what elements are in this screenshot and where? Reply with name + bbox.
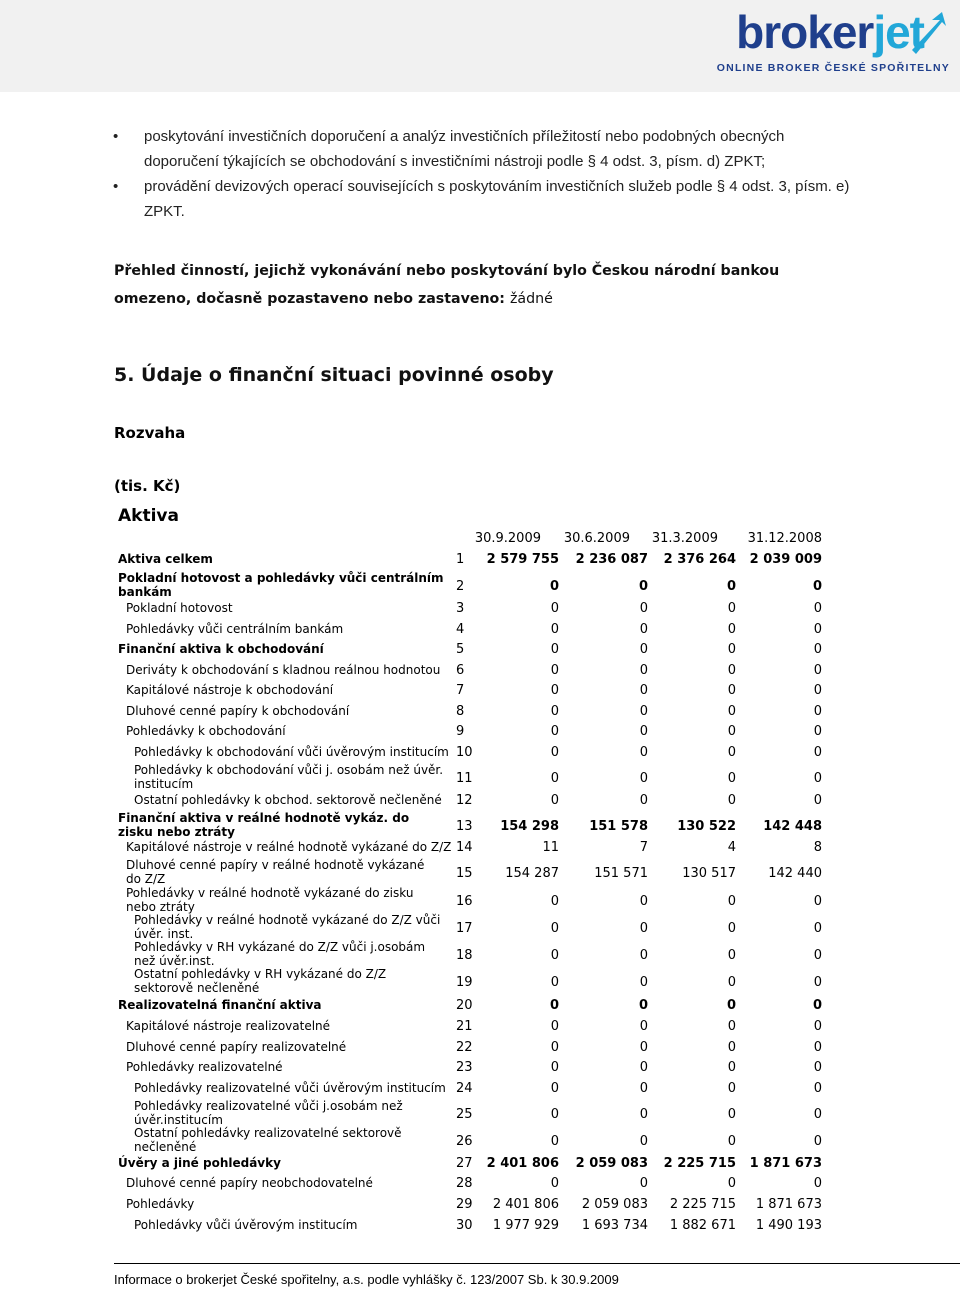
bullet-text: poskytování investičních doporučení a analýz investičních příležitostí nebo podobných obecných doporučení týkajících se obchodování s investičními nástroji podle § 4 odst. 3, písm. d) ZPKT; (144, 128, 785, 170)
row-value: 4 (727, 840, 736, 855)
row-value: 0 (813, 948, 822, 963)
row-value: 0 (727, 1176, 736, 1191)
overview-text: Přehled činností, jejichž vykonávání nebo poskytování bylo Českou národní bankou omezeno, dočasně pozastaveno nebo zastaveno: (114, 263, 780, 307)
row-value: 0 (727, 601, 736, 616)
row-label: Úvěry a jiné pohledávky (118, 1156, 281, 1170)
row-value: 2 401 806 (486, 1156, 559, 1171)
row-value: 0 (550, 771, 559, 786)
row-number: 29 (456, 1197, 473, 1212)
row-label: Pohledávky k obchodování vůči úvěrovým institucím (134, 745, 449, 759)
row-value: 0 (550, 1040, 559, 1055)
row-value: 0 (727, 1107, 736, 1122)
row-value: 0 (639, 704, 648, 719)
row-value: 0 (812, 998, 822, 1013)
row-value: 0 (727, 894, 736, 909)
row-label: Pohledávky realizovatelné vůči j.osobám než úvěr.institucím (134, 1099, 403, 1127)
row-number: 26 (456, 1134, 473, 1149)
row-label: Finanční aktiva k obchodování (118, 642, 324, 656)
row-value: 0 (813, 601, 822, 616)
row-value: 0 (639, 745, 648, 760)
row-value: 0 (639, 724, 648, 739)
bullet-text: provádění devizových operací souvisejících s poskytováním investičních služeb podle § 4 odst. 3, písm. e) ZPKT. (144, 178, 850, 220)
row-label: Pohledávky realizovatelné (126, 1060, 283, 1074)
row-value: 151 571 (594, 866, 648, 881)
row-value: 0 (813, 1060, 822, 1075)
row-value: 2 039 009 (749, 552, 822, 567)
row-number: 27 (456, 1156, 473, 1171)
row-number: 14 (456, 840, 473, 855)
row-number: 10 (456, 745, 473, 760)
row-label: Pokladní hotovost a pohledávky vůči centrálním bankám (118, 571, 444, 599)
row-value: 0 (549, 579, 559, 594)
row-label: Pohledávky realizovatelné vůči úvěrovým institucím (134, 1081, 446, 1095)
row-label: Finanční aktiva v reálné hodnotě vykáz. do zisku nebo ztráty (118, 811, 410, 839)
row-value: 0 (813, 1134, 822, 1149)
row-value: 0 (727, 921, 736, 936)
row-label: Pokladní hotovost (126, 601, 233, 615)
row-value: 7 (639, 840, 648, 855)
row-number: 24 (456, 1081, 473, 1096)
column-header: 31.12.2008 (747, 531, 822, 546)
row-number: 12 (456, 793, 473, 808)
bullet-dot-icon: • (113, 178, 119, 195)
row-value: 2 059 083 (581, 1197, 648, 1212)
row-number: 17 (456, 921, 473, 936)
row-value: 1 871 673 (755, 1197, 822, 1212)
row-label: Pohledávky v reálné hodnotě vykázané do Z/Z vůči úvěr. inst. (134, 913, 441, 941)
row-number: 4 (456, 622, 465, 637)
row-value: 0 (639, 683, 648, 698)
row-value: 0 (639, 948, 648, 963)
row-label: Ostatní pohledávky realizovatelné sektorově nečleněné (134, 1126, 402, 1154)
row-value: 0 (550, 601, 559, 616)
row-value: 151 578 (589, 819, 648, 834)
row-label: Aktiva celkem (118, 552, 213, 566)
row-value: 0 (727, 1019, 736, 1034)
row-label: Pohledávky vůči centrálním bankám (126, 622, 344, 636)
row-number: 1 (456, 552, 465, 567)
row-value: 0 (813, 724, 822, 739)
row-number: 9 (456, 724, 465, 739)
bullet-list (113, 124, 853, 224)
row-label: Ostatní pohledávky k obchod. sektorově nečleněné (134, 793, 442, 807)
row-value: 0 (726, 998, 736, 1013)
row-value: 0 (550, 1134, 559, 1149)
row-value: 0 (727, 1040, 736, 1055)
row-label: Pohledávky vůči úvěrovým institucím (134, 1218, 358, 1232)
row-value: 0 (550, 894, 559, 909)
row-value: 2 225 715 (663, 1156, 736, 1171)
row-value: 2 401 806 (492, 1197, 559, 1212)
row-value: 0 (550, 793, 559, 808)
row-value: 0 (550, 1176, 559, 1191)
row-value: 0 (813, 793, 822, 808)
row-number: 18 (456, 948, 473, 963)
row-label: Dluhové cenné papíry v reálné hodnotě vykázané do Z/Z (126, 858, 425, 886)
row-value: 0 (813, 642, 822, 657)
row-value: 0 (639, 921, 648, 936)
bullet-item (113, 124, 853, 174)
row-label: Dluhové cenné papíry k obchodování (126, 704, 350, 718)
column-header: 31.3.2009 (651, 531, 718, 546)
row-label: Ostatní pohledávky v RH vykázané do Z/Z sektorově nečleněné (134, 967, 387, 995)
row-label: Kapitálové nástroje v reálné hodnotě vykázané do Z/Z (126, 840, 452, 854)
row-value: 2 579 755 (486, 552, 559, 567)
row-value: 0 (550, 724, 559, 739)
balance-sheet-title: Rozvaha (114, 424, 186, 442)
row-value: 8 (813, 840, 822, 855)
row-value: 1 882 671 (669, 1218, 736, 1233)
row-label: Kapitálové nástroje realizovatelné (126, 1019, 331, 1033)
row-value: 0 (639, 1060, 648, 1075)
row-number: 20 (456, 998, 473, 1013)
row-value: 0 (813, 1081, 822, 1096)
row-value: 0 (639, 771, 648, 786)
brokerjet-logo (706, 6, 950, 80)
row-value: 0 (550, 921, 559, 936)
row-value: 1 871 673 (749, 1156, 822, 1171)
row-value: 0 (639, 1134, 648, 1149)
row-value: 0 (727, 771, 736, 786)
row-value: 0 (550, 948, 559, 963)
row-value: 0 (639, 642, 648, 657)
row-value: 0 (813, 1176, 822, 1191)
row-value: 0 (639, 1040, 648, 1055)
row-label: Pohledávky (126, 1197, 195, 1211)
row-value: 0 (550, 663, 559, 678)
row-value: 1 490 193 (755, 1218, 822, 1233)
row-number: 6 (456, 663, 465, 678)
row-value: 0 (812, 579, 822, 594)
row-value: 154 298 (500, 819, 559, 834)
row-value: 0 (813, 894, 822, 909)
row-value: 142 440 (768, 866, 822, 881)
row-value: 0 (639, 622, 648, 637)
row-value: 0 (727, 1060, 736, 1075)
row-value: 0 (550, 622, 559, 637)
row-value: 0 (726, 579, 736, 594)
overview-value: žádné (509, 291, 553, 307)
row-number: 2 (456, 579, 465, 594)
row-value: 2 376 264 (663, 552, 736, 567)
column-header: 30.9.2009 (474, 531, 541, 546)
row-value: 0 (727, 948, 736, 963)
row-value: 0 (727, 663, 736, 678)
activities-overview (114, 257, 854, 313)
row-value: 0 (813, 771, 822, 786)
row-number: 8 (456, 704, 465, 719)
row-value: 0 (638, 579, 648, 594)
row-number: 22 (456, 1040, 473, 1055)
row-value: 0 (550, 745, 559, 760)
row-value: 0 (727, 745, 736, 760)
section-title: 5. Údaje o finanční situaci povinné osoby (114, 364, 554, 386)
row-value: 0 (639, 601, 648, 616)
row-number: 3 (456, 601, 465, 616)
bullet-dot-icon: • (113, 128, 119, 145)
row-value: 0 (813, 683, 822, 698)
row-value: 142 448 (763, 819, 822, 834)
row-number: 28 (456, 1176, 473, 1191)
row-value: 0 (639, 975, 648, 990)
row-number: 21 (456, 1019, 473, 1034)
row-value: 0 (813, 1019, 822, 1034)
row-number: 25 (456, 1107, 473, 1122)
row-value: 0 (550, 1060, 559, 1075)
row-value: 0 (638, 998, 648, 1013)
row-label: Dluhové cenné papíry realizovatelné (126, 1040, 347, 1054)
row-number: 19 (456, 975, 473, 990)
row-value: 0 (550, 683, 559, 698)
row-value: 0 (550, 1107, 559, 1122)
row-value: 0 (727, 793, 736, 808)
row-value: 0 (639, 1176, 648, 1191)
row-number: 5 (456, 642, 465, 657)
row-label: Pohledávky k obchodování (126, 724, 286, 738)
row-number: 30 (456, 1218, 473, 1233)
row-number: 16 (456, 894, 473, 909)
row-value: 0 (550, 1019, 559, 1034)
row-value: 0 (550, 975, 559, 990)
row-value: 0 (727, 975, 736, 990)
row-value: 2 236 087 (575, 552, 648, 567)
table-title: Aktiva (118, 506, 179, 526)
row-value: 0 (727, 1134, 736, 1149)
row-value: 0 (727, 724, 736, 739)
page-footer: Informace o brokerjet České spořitelny, a.s. podle vyhlášky č. 123/2007 Sb. k 30.9.2009 (114, 1272, 619, 1287)
row-value: 0 (727, 642, 736, 657)
row-value: 11 (542, 840, 559, 855)
row-value: 0 (550, 642, 559, 657)
logo-arrow-icon (910, 10, 950, 56)
row-value: 130 517 (682, 866, 736, 881)
row-value: 130 522 (677, 819, 736, 834)
row-value: 154 287 (505, 866, 559, 881)
row-value: 1 693 734 (581, 1218, 648, 1233)
column-header: 30.6.2009 (563, 531, 630, 546)
row-value: 0 (813, 745, 822, 760)
row-label: Kapitálové nástroje k obchodování (126, 683, 334, 697)
row-label: Pohledávky k obchodování vůči j. osobám než úvěr. institucím (134, 763, 444, 791)
row-label: Pohledávky v RH vykázané do Z/Z vůči j.osobám než úvěr.inst. (134, 940, 426, 968)
row-label: Dluhové cenné papíry neobchodovatelné (126, 1176, 373, 1190)
row-value: 0 (550, 704, 559, 719)
row-value: 0 (727, 622, 736, 637)
row-value: 0 (727, 1081, 736, 1096)
row-value: 2 225 715 (669, 1197, 736, 1212)
row-value: 1 977 929 (492, 1218, 559, 1233)
row-number: 7 (456, 683, 465, 698)
row-value: 0 (639, 894, 648, 909)
units-label: (tis. Kč) (114, 477, 181, 495)
row-value: 2 059 083 (575, 1156, 648, 1171)
row-label: Deriváty k obchodování s kladnou reálnou hodnotou (126, 663, 441, 677)
footer-divider (114, 1263, 960, 1264)
row-value: 0 (813, 1107, 822, 1122)
row-value: 0 (813, 975, 822, 990)
row-value: 0 (639, 793, 648, 808)
row-number: 11 (456, 771, 473, 786)
row-number: 23 (456, 1060, 473, 1075)
row-label: Pohledávky v reálné hodnotě vykázané do zisku nebo ztráty (126, 886, 414, 914)
row-label: Realizovatelná finanční aktiva (118, 998, 322, 1012)
row-value: 0 (727, 704, 736, 719)
row-value: 0 (813, 663, 822, 678)
row-value: 0 (550, 1081, 559, 1096)
row-value: 0 (813, 622, 822, 637)
logo-subtitle: ONLINE BROKER ČESKÉ SPOŘITELNY (716, 62, 950, 74)
bullet-item (113, 174, 853, 224)
row-value: 0 (549, 998, 559, 1013)
row-value: 0 (813, 704, 822, 719)
row-value: 0 (639, 1107, 648, 1122)
row-value: 0 (813, 921, 822, 936)
row-value: 0 (813, 1040, 822, 1055)
row-number: 15 (456, 866, 473, 881)
row-value: 0 (639, 663, 648, 678)
row-value: 0 (639, 1081, 648, 1096)
row-number: 13 (456, 819, 473, 834)
logo-wordmark: brokerjet (736, 6, 924, 58)
row-value: 0 (727, 683, 736, 698)
row-value: 0 (639, 1019, 648, 1034)
